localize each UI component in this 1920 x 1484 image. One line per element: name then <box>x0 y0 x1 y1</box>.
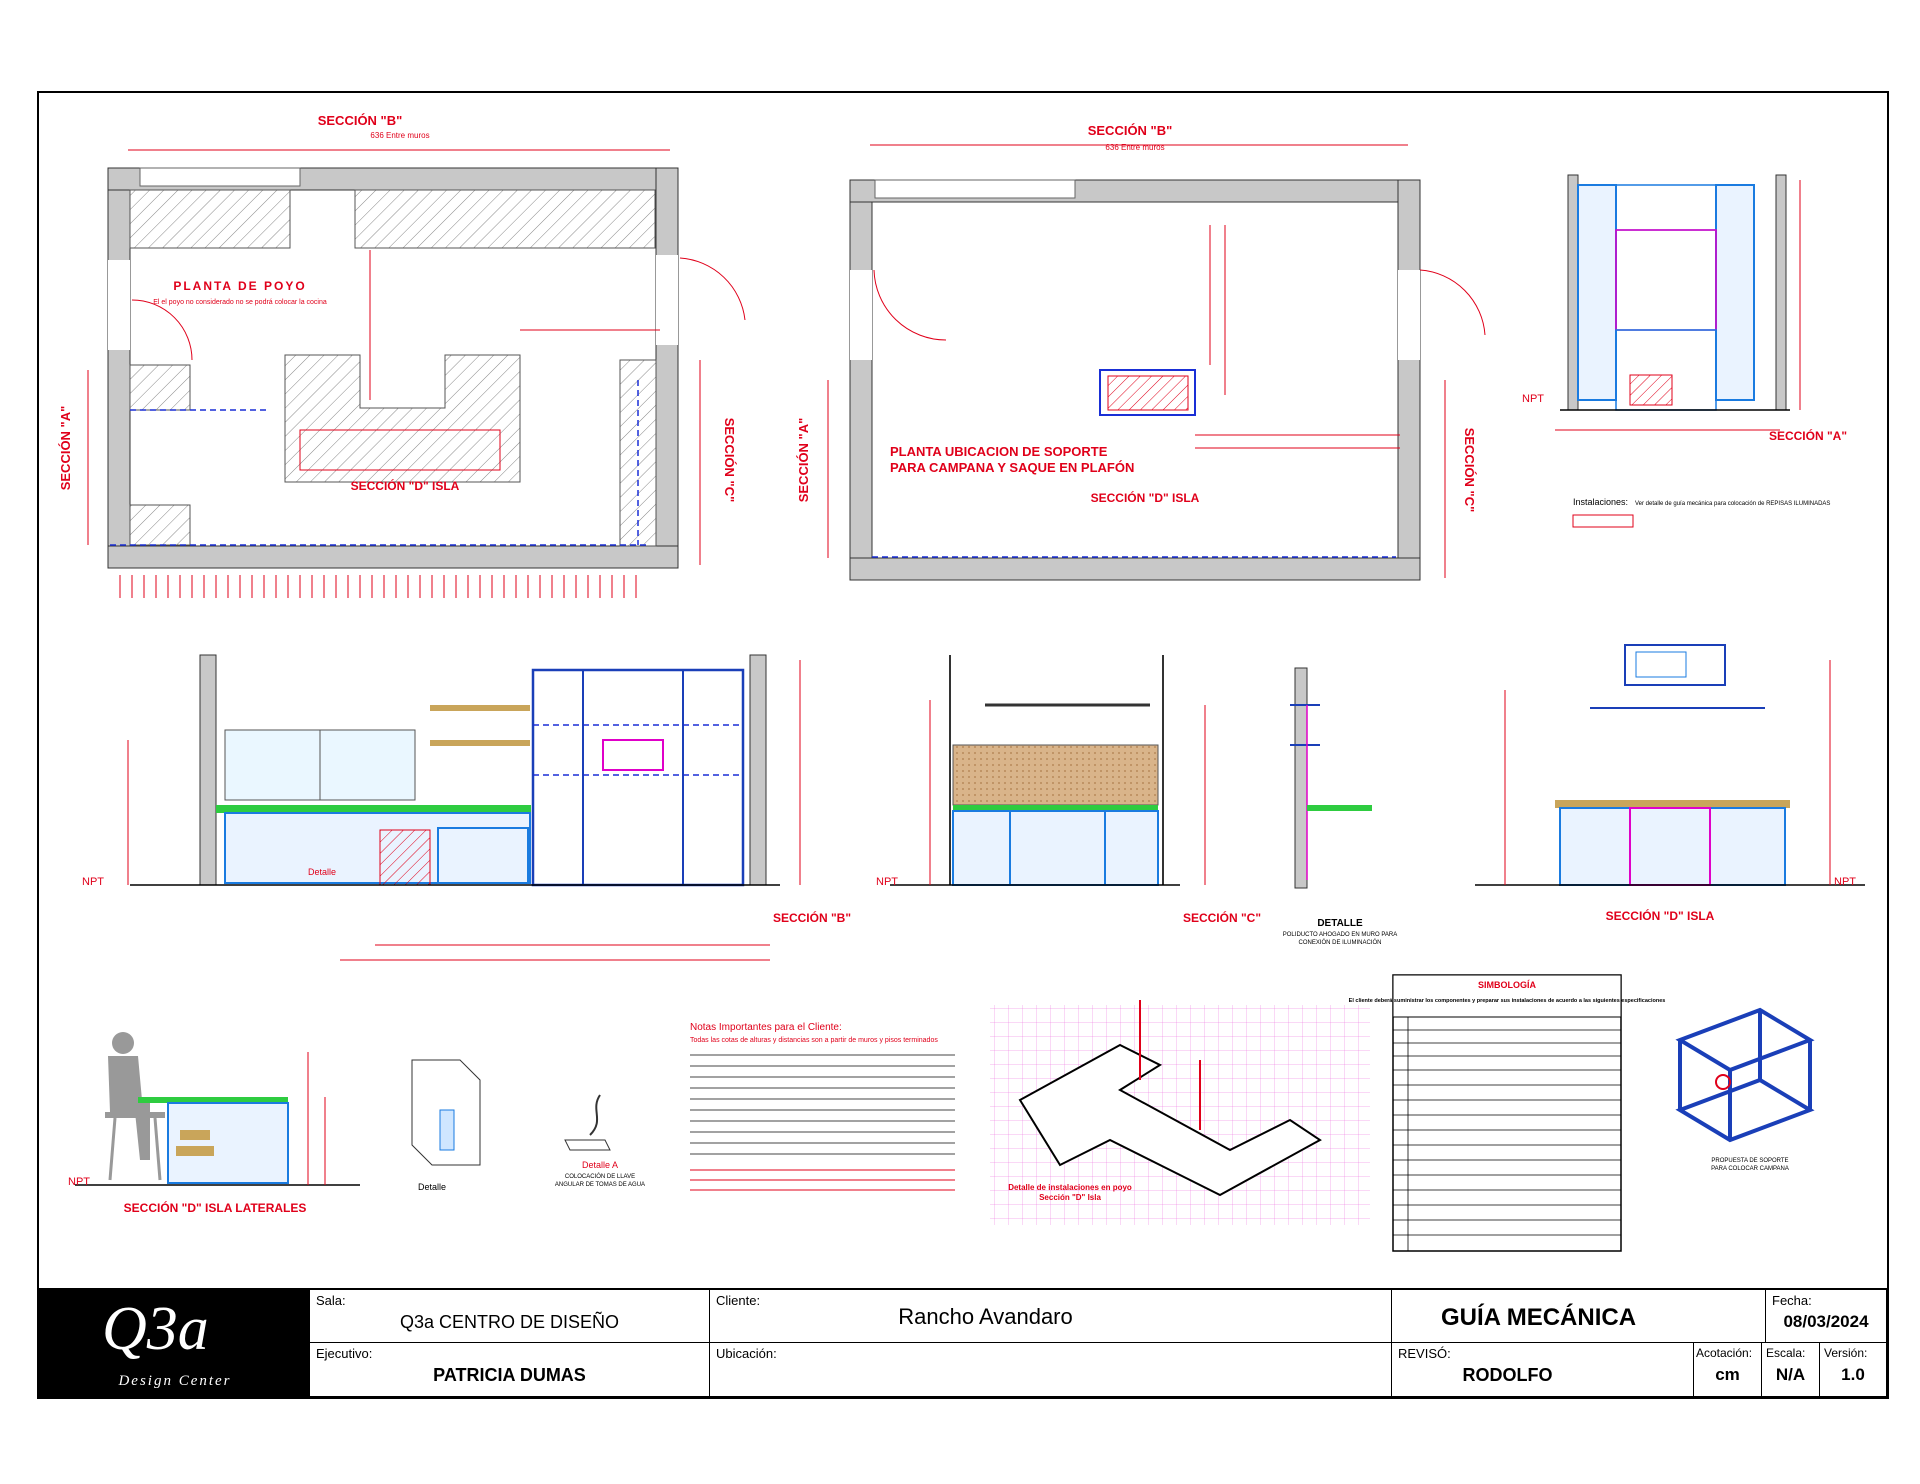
title-block <box>38 1288 1888 1398</box>
fecha-cell <box>1766 1290 1886 1343</box>
reviso-value: RODOLFO <box>1462 1365 1553 1385</box>
ejecutivo-cell <box>310 1343 710 1396</box>
escala-cell <box>1762 1343 1820 1396</box>
detalle-line2: CONEXIÓN DE ILUMINACIÓN <box>1298 940 1382 946</box>
plan2-sec-c: SECCIÓN "C" <box>1462 427 1477 513</box>
acotacion-label: Acotación: <box>1696 1346 1753 1360</box>
detail-small <box>412 1060 480 1192</box>
simbologia-table <box>1349 975 1666 1251</box>
detail-water-sub1: COLOCACIÓN DE LLAVE <box>564 1174 636 1180</box>
reviso-cell <box>1392 1343 1694 1396</box>
escala-value: N/A <box>1775 1365 1806 1384</box>
sala-label: Sala: <box>316 1293 346 1308</box>
detail-water <box>555 1095 645 1188</box>
ubicacion-label: Ubicación: <box>716 1346 777 1361</box>
notes-block <box>690 1022 955 1190</box>
ejecutivo-label: Ejecutivo: <box>316 1346 373 1361</box>
detail-small-title: Detalle <box>417 1182 447 1192</box>
elev-d-npt: NPT <box>1834 876 1856 888</box>
acotacion-value: cm <box>1715 1365 1740 1384</box>
escala-label: Escala: <box>1766 1346 1806 1360</box>
elevation-b <box>82 655 851 960</box>
plan1-dim-total: 636 Entre muros <box>370 131 430 140</box>
logo-mark: Q3a <box>102 1295 209 1363</box>
plan-soporte <box>796 123 1485 580</box>
lateral-isla <box>68 1032 360 1215</box>
elevation-c <box>876 655 1261 925</box>
detail-water-title: Detalle A <box>581 1160 619 1170</box>
doc-title-cell <box>1392 1290 1766 1343</box>
elev-c-npt: NPT <box>876 876 898 888</box>
simbologia-title: SIMBOLOGÍA <box>1478 980 1536 990</box>
simbologia-header: El cliente deberá suministrar los componentes y preparar sus instalaciones de acuerdo a las siguientes especificaciones <box>1348 998 1666 1004</box>
sala-value: Q3a CENTRO DE DISEÑO <box>399 1312 620 1332</box>
plan1-sec-a: SECCIÓN "A" <box>58 405 73 491</box>
fecha-value: 08/03/2024 <box>1783 1312 1869 1331</box>
elev-d-label: SECCIÓN "D" ISLA <box>1605 909 1715 923</box>
lateral-npt: NPT <box>68 1176 90 1188</box>
detail-water-sub2: ANGULAR DE TOMAS DE AGUA <box>554 1182 646 1188</box>
plan1-note: El el poyo no considerado no se podrá colocar la cocina <box>153 299 327 306</box>
notes-subtitle: Todas las cotas de alturas y distancias son a partir de muros y pisos terminados <box>690 1037 938 1044</box>
fecha-label: Fecha: <box>1772 1293 1812 1308</box>
ejecutivo-value: PATRICIA DUMAS <box>433 1365 586 1385</box>
reviso-label: REVISÓ: <box>1398 1346 1451 1361</box>
version-label: Versión: <box>1824 1346 1868 1360</box>
plan2-sec-d: SECCIÓN "D" ISLA <box>1090 491 1200 505</box>
plan2-title-2: PARA CAMPANA Y SAQUE EN PLAFÓN <box>890 460 1135 475</box>
plan2-dim-total: 636 Entre muros <box>1105 143 1165 152</box>
company-logo <box>40 1290 310 1396</box>
detalle-line1: POLIDUCTO AHOGADO EN MURO PARA <box>1282 932 1398 938</box>
elev-a-installs-text: Ver detalle de guía mecánica para colocación de REPISAS ILUMINADAS <box>1635 501 1831 507</box>
iso-detail <box>990 1000 1370 1225</box>
cliente-cell <box>710 1290 1392 1343</box>
plan2-sec-b: SECCIÓN "B" <box>1087 123 1173 138</box>
plan1-sec-c: SECCIÓN "C" <box>722 417 737 503</box>
cliente-value: Rancho Avandaro <box>898 1304 1073 1329</box>
cliente-label: Cliente: <box>716 1293 761 1308</box>
plan1-title: PLANTA DE POYO <box>173 279 307 293</box>
iso-caption-1: Detalle de instalaciones en poyo <box>1008 1183 1132 1192</box>
elev-b-label: SECCIÓN "B" <box>772 911 852 925</box>
lateral-label: SECCIÓN "D" ISLA LATERALES <box>123 1201 307 1215</box>
detalle-title: DETALLE <box>1317 918 1363 929</box>
elevation-a <box>1522 175 1847 527</box>
support-detail <box>1680 1010 1810 1172</box>
elev-a-label: SECCIÓN "A" <box>1768 429 1848 443</box>
plan1-sec-b: SECCIÓN "B" <box>317 113 403 128</box>
plan-poyo <box>58 113 745 598</box>
plan2-sec-a: SECCIÓN "A" <box>796 417 811 503</box>
elev-a-installs-label: Instalaciones: <box>1573 497 1629 507</box>
ubicacion-cell <box>710 1343 1392 1396</box>
iso-caption-2: Sección "D" Isla <box>1039 1193 1101 1202</box>
plan1-sec-d: SECCIÓN "D" ISLA <box>350 479 460 493</box>
elevation-d <box>1475 645 1865 923</box>
elev-b-detalle: Detalle <box>308 867 337 877</box>
acotacion-cell <box>1694 1343 1762 1396</box>
elev-b-npt: NPT <box>82 876 104 888</box>
elev-c-label: SECCIÓN "C" <box>1182 911 1262 925</box>
elev-a-npt: NPT <box>1522 393 1544 405</box>
support-caption-2: PARA COLOCAR CAMPANA <box>1711 1166 1789 1172</box>
support-caption-1: PROPUESTA DE SOPORTE <box>1711 1158 1789 1164</box>
logo-text: Design Center <box>118 1373 232 1389</box>
detalle-poliducto <box>1283 668 1397 946</box>
notes-title: Notas Importantes para el Cliente: <box>690 1022 842 1033</box>
version-cell <box>1820 1343 1886 1396</box>
doc-title: GUÍA MECÁNICA <box>1440 1304 1637 1331</box>
version-value: 1.0 <box>1841 1365 1865 1384</box>
plan2-title-1: PLANTA UBICACION DE SOPORTE <box>890 444 1108 459</box>
